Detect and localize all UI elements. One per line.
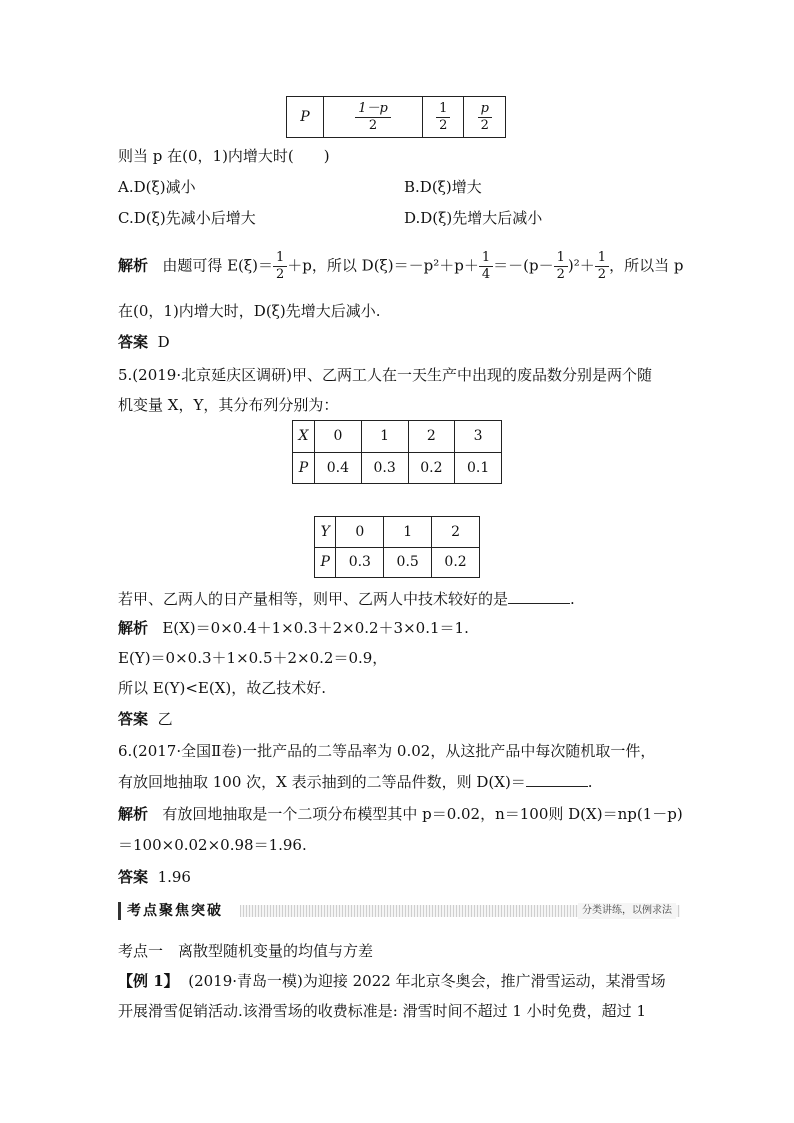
table-cell: Y	[315, 517, 336, 548]
q6-line1: 6.(2017·全国Ⅱ卷)一批产品的二等品率为 0.02，从这批产品中每次随机取一件，	[118, 742, 656, 760]
distribution-table-y	[314, 516, 480, 578]
q5-answer	[118, 708, 173, 730]
table-cell: 0	[336, 517, 384, 548]
answer-label: 答案	[118, 710, 149, 728]
distribution-table-p	[286, 96, 506, 138]
q4-solution: 解析 由题可得 E(ξ)＝ $\frac{1}{2}$ ＋p，所以 D(ξ)＝－p²＋p＋ $\frac{1}{4}$ ＝－(p－ $\frac{1}{2}$ )²＋ $\frac{1}{2}$ ，所以当 p	[118, 250, 684, 282]
q6-line2: 有放回地抽取 100 次，X 表示抽到的二等品件数，则 D(X)＝ .	[118, 773, 593, 791]
table-cell: 2	[432, 517, 480, 548]
q5-solution-1: 解析 E(X)＝0×0.4＋1×0.3＋2×0.2＋3×0.1＝1.	[118, 619, 469, 637]
banner-subtitle: 分类讲练，以例求法	[578, 903, 676, 919]
table-cell: 0.5	[384, 547, 432, 578]
table-cell: 3	[455, 421, 502, 453]
table-cell: X	[293, 421, 315, 453]
answer-value: 乙	[157, 710, 173, 728]
distribution-table-x	[292, 420, 502, 484]
example-line2: 开展滑雪促销活动.该滑雪场的收费标准是: 滑雪时间不超过 1 小时免费，超过 1	[118, 1002, 646, 1020]
answer-value: 1.96	[157, 868, 191, 886]
table-cell: 0.2	[432, 547, 480, 578]
table-cell: 0.1	[455, 452, 502, 484]
example-label: 【例 1】	[118, 972, 179, 990]
table-cell: 0.3	[336, 547, 384, 578]
table-cell: 0.2	[408, 452, 455, 484]
table-cell: P	[293, 452, 315, 484]
answer-label: 答案	[118, 868, 149, 886]
q4-answer	[118, 331, 170, 353]
answer-value: D	[157, 333, 170, 351]
q5-line1: 5.(2019·北京延庆区调研)甲、乙两工人在一天生产中出现的废品数分别是两个随	[118, 366, 652, 384]
table-cell: 0.3	[361, 452, 408, 484]
table-cell: 1	[384, 517, 432, 548]
table-cell: 0	[315, 421, 362, 453]
q5-solution-2: E(Y)＝0×0.3＋1×0.5＋2×0.2＝0.9，	[118, 649, 388, 667]
q6-solution-2: ＝100×0.02×0.98＝1.96.	[118, 836, 307, 854]
option-a: A.D(ξ)减小	[118, 178, 196, 196]
section-heading: 考点一 离散型随机变量的均值与方差	[118, 942, 374, 960]
q4-question: 则当 p 在(0，1)内增大时( )	[118, 147, 330, 165]
table-cell: P	[315, 547, 336, 578]
answer-label: 答案	[118, 333, 149, 351]
table-head-p: P	[287, 97, 324, 138]
section-banner	[118, 902, 680, 920]
table-cell: $\frac{p}{2}$	[464, 97, 506, 138]
answer-blank	[526, 772, 588, 787]
table-cell: 1	[361, 421, 408, 453]
table-cell: $\frac{1}{2}$	[423, 97, 464, 138]
solution-label: 解析	[118, 805, 149, 823]
table-cell: 0.4	[315, 452, 362, 484]
option-c: C.D(ξ)先减小后增大	[118, 209, 256, 227]
table-cell: 2	[408, 421, 455, 453]
solution-label: 解析	[118, 256, 149, 275]
q5-solution-3: 所以 E(Y)<E(X)，故乙技术好.	[118, 679, 326, 697]
banner-title: 考点聚焦突破	[118, 902, 229, 920]
q6-solution-1: 解析 有放回地抽取是一个二项分布模型其中 p＝0.02，n＝100则 D(X)＝np(1－p)	[118, 805, 683, 823]
example-line1: 【例 1】 (2019·青岛一模)为迎接 2022 年北京冬奥会，推广滑雪运动，某滑雪场	[118, 972, 666, 990]
table-cell: $\frac{1-p}{2}$	[324, 97, 423, 138]
q4-solution-line2: 在(0，1)内增大时，D(ξ)先增大后减小.	[118, 302, 381, 320]
q6-answer	[118, 866, 191, 888]
answer-blank	[508, 589, 570, 604]
option-d: D.D(ξ)先增大后减小	[404, 209, 543, 227]
option-b: B.D(ξ)增大	[404, 178, 482, 196]
q5-question: 若甲、乙两人的日产量相等，则甲、乙两人中技术较好的是 .	[118, 590, 575, 608]
q5-line2: 机变量 X，Y，其分布列分别为：	[118, 396, 339, 414]
solution-label: 解析	[118, 619, 149, 637]
